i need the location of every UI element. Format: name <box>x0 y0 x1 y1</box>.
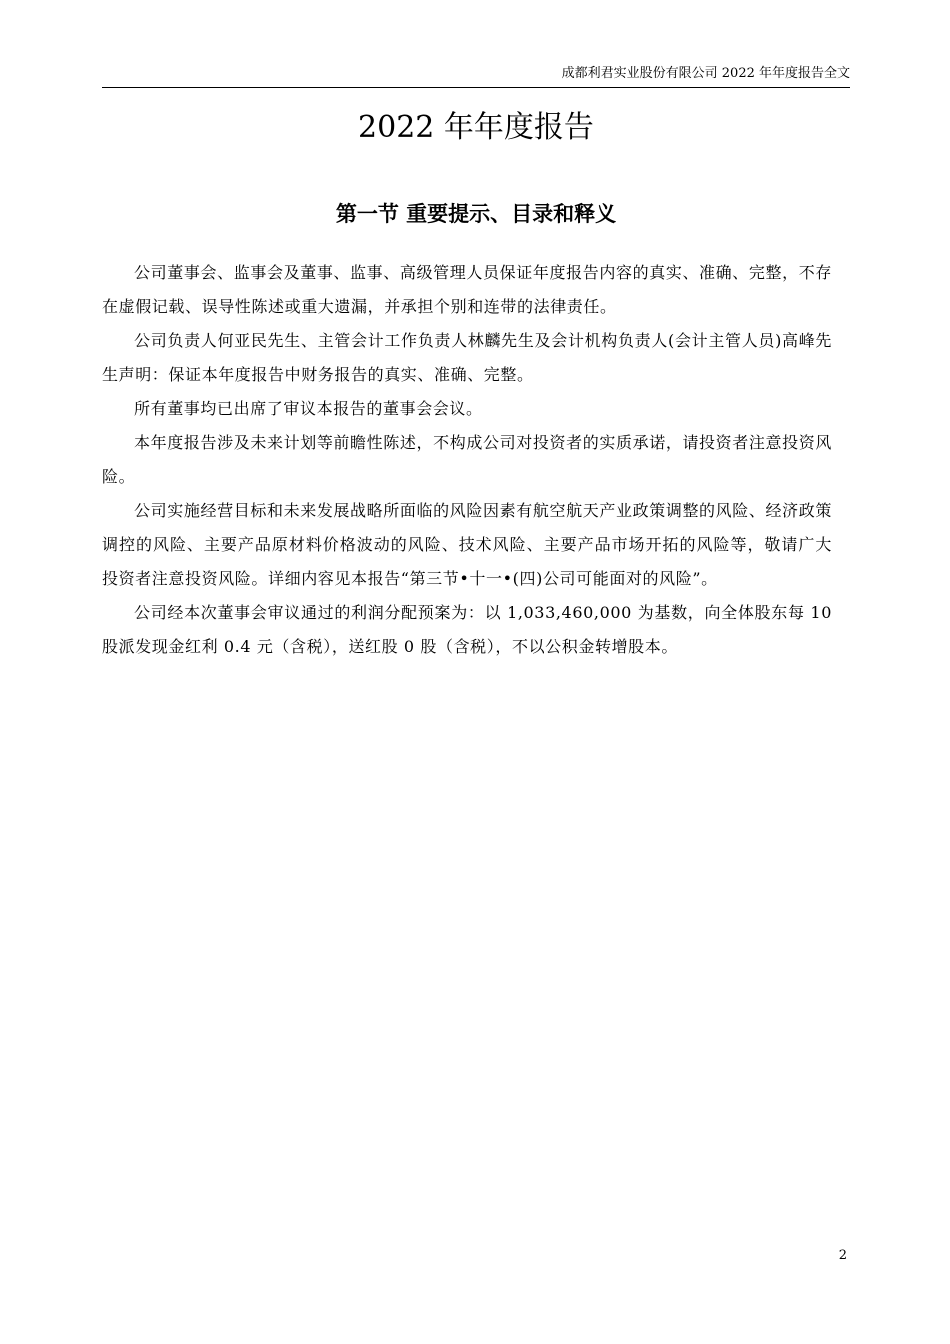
paragraph-financial-declaration: 公司负责人何亚民先生、主管会计工作负责人林麟先生及会计机构负责人(会计主管人员)高峰先生声明：保证本年度报告中财务报告的真实、准确、完整。 <box>102 331 832 384</box>
page-header <box>102 62 850 88</box>
paragraph-risk-factors: 公司实施经营目标和未来发展战略所面临的风险因素有航空航天产业政策调整的风险、经济政策调控的风险、主要产品原材料价格波动的风险、技术风险、主要产品市场开拓的风险等，敬请广大投资者注意投资风险。详细内容见本报告“第三节•十一•(四)公司可能面对的风险”。 <box>102 501 832 588</box>
report-title: 2022 年年度报告 <box>358 110 594 145</box>
page-number: 2 <box>838 1248 847 1263</box>
paragraph-profit-distribution: 公司经本次董事会审议通过的利润分配预案为：以 1,033,460,000 为基数，向全体股东每 10 股派发现金红利 0.4 元（含税），送红股 0 股（含税），不以公积金转增股本。 <box>102 603 832 656</box>
paragraph-responsibility-statement: 公司董事会、监事会及董事、监事、高级管理人员保证年度报告内容的真实、准确、完整，不存在虚假记载、误导性陈述或重大遗漏，并承担个别和连带的法律责任。 <box>102 263 832 316</box>
running-header-title: 成都利君实业股份有限公司 2022 年年度报告全文 <box>561 66 850 81</box>
section-title: 第一节 重要提示、目录和释义 <box>335 201 617 226</box>
body-text <box>102 256 832 664</box>
paragraph-forward-looking: 本年度报告涉及未来计划等前瞻性陈述，不构成公司对投资者的实质承诺，请投资者注意投资风险。 <box>102 433 832 486</box>
paragraph-board-attendance: 所有董事均已出席了审议本报告的董事会会议。 <box>134 399 483 418</box>
